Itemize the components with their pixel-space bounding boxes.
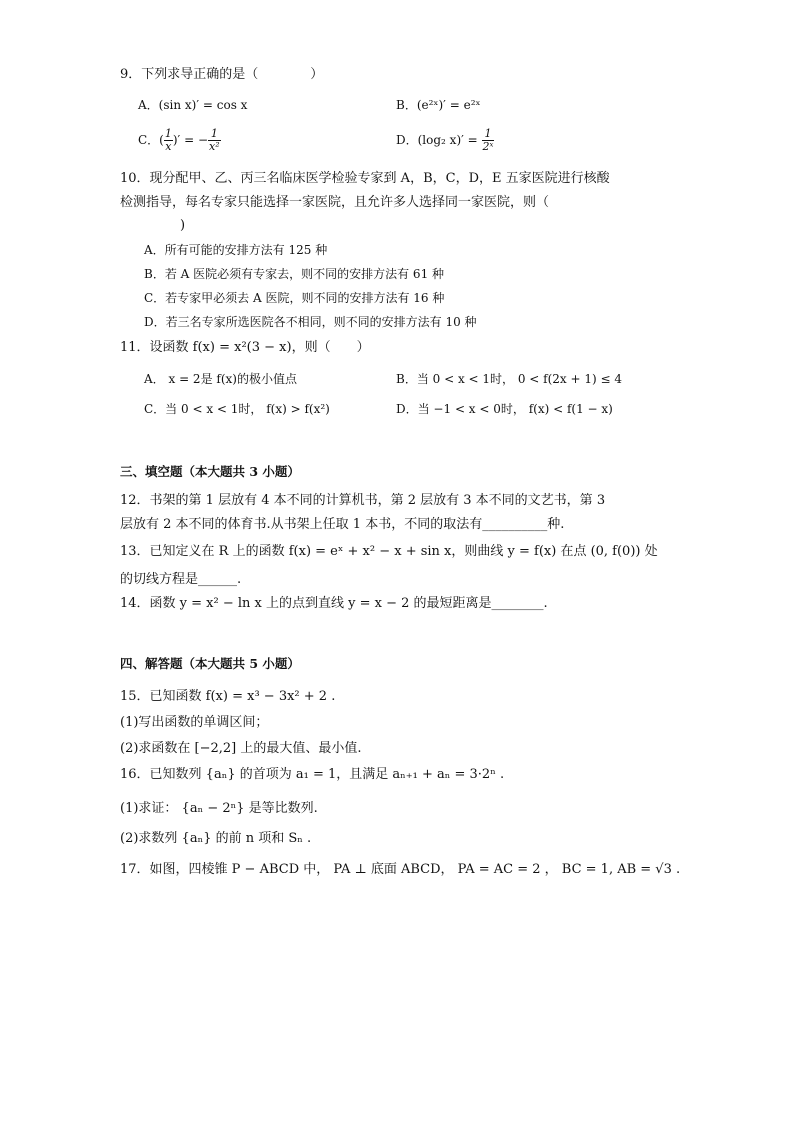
q10-option-b: B．若 A 医院必须有专家去，则不同的安排方法有 61 种 — [144, 267, 445, 281]
q9-c-prefix: C．( — [138, 133, 164, 147]
q9-d-rhs-num: 1 — [482, 128, 495, 141]
q13-line2: 的切线方程是______. — [120, 572, 242, 587]
q16-line3: (2)求数列 {aₙ} 的前 n 项和 Sₙ . — [120, 831, 312, 846]
q9-d-rhs-den: 2ˣ — [482, 140, 494, 153]
q11-option-c: C．当 0 < x < 1时， f(x) > f(x²) — [144, 402, 330, 416]
q15-line1: 15．已知函数 f(x) = x³ − 3x² + 2 . — [120, 689, 336, 704]
q10-stem-line1: 10．现分配甲、乙、丙三名临床医学检验专家到 A，B，C，D，E 五家医院进行核酸 — [120, 171, 610, 186]
q9-c-mid: )′ = − — [172, 133, 209, 147]
q9-c-rhs-fraction — [208, 128, 221, 153]
q12-line2: 层放有 2 本不同的体育书.从书架上任取 1 本书，不同的取法有__________种. — [120, 517, 565, 532]
q10-option-a: A．所有可能的安排方法有 125 种 — [144, 243, 328, 257]
q9-stem: 9．下列求导正确的是（ ） — [120, 67, 324, 82]
q10-option-c: C．若专家甲必须去 A 医院，则不同的安排方法有 16 种 — [144, 291, 445, 305]
q10-stem-line3: ) — [180, 218, 186, 233]
q16-line2: (1)求证： {aₙ − 2ⁿ} 是等比数列. — [120, 801, 318, 816]
q9-option-a: A．(sin x)′ = cos x — [138, 98, 248, 112]
q10-stem-line2: 检测指导，每名专家只能选择一家医院，且允许多人选择同一家医院，则（ — [120, 195, 550, 210]
q9-d-rhs-fraction — [482, 128, 495, 153]
q9-c-fraction — [164, 128, 173, 153]
q17-line1: 17．如图，四棱锥 P − ABCD 中， PA ⊥ 底面 ABCD， PA = AC = 2 ， BC = 1, AB = √3 . — [120, 862, 681, 877]
q9-option-b: B．(e²ˣ)′ = e²ˣ — [396, 98, 481, 112]
q9-option-c — [138, 128, 221, 153]
q16-line1: 16．已知数列 {aₙ} 的首项为 a₁ = 1，且满足 aₙ₊₁ + aₙ = 3·2ⁿ . — [120, 767, 505, 782]
q11-option-d: D．当 −1 < x < 0时， f(x) < f(1 − x) — [396, 402, 613, 416]
q11-stem: 11．设函数 f(x) = x²(3 − x)，则（ ） — [120, 340, 370, 355]
q10-option-d: D．若三名专家所选医院各不相同，则不同的安排方法有 10 种 — [144, 315, 477, 329]
q11-option-a: A． x = 2是 f(x)的极小值点 — [144, 372, 297, 386]
q9-c-rhs-num: 1 — [208, 128, 221, 141]
q11-option-b: B．当 0 < x < 1时， 0 < f(2x + 1) ≤ 4 — [396, 372, 623, 386]
q9-d-prefix: D．(log₂ x)′ = — [396, 133, 478, 147]
q15-line2: (1)写出函数的单调区间； — [120, 715, 269, 730]
q12-line1: 12．书架的第 1 层放有 4 本不同的计算机书，第 2 层放有 3 本不同的文艺书，第 3 — [120, 493, 606, 508]
q9-c-frac-num: 1 — [164, 127, 172, 140]
q9-option-d — [396, 128, 494, 153]
q13-line1: 13．已知定义在 R 上的函数 f(x) = eˣ + x² − x + sin x，则曲线 y = f(x) 在点 (0, f(0)) 处 — [120, 544, 658, 559]
q14-line1: 14．函数 y = x² − ln x 上的点到直线 y = x − 2 的最短距离是________. — [120, 596, 548, 611]
section3-title: 三、填空题（本大题共 3 小题） — [120, 464, 300, 479]
q9-c-rhs-den: x² — [209, 140, 220, 153]
q9-c-frac-den: x — [165, 140, 172, 153]
q15-line3: (2)求函数在 [−2,2] 上的最大值、最小值. — [120, 741, 362, 756]
section4-title: 四、解答题（本大题共 5 小题） — [120, 656, 300, 671]
